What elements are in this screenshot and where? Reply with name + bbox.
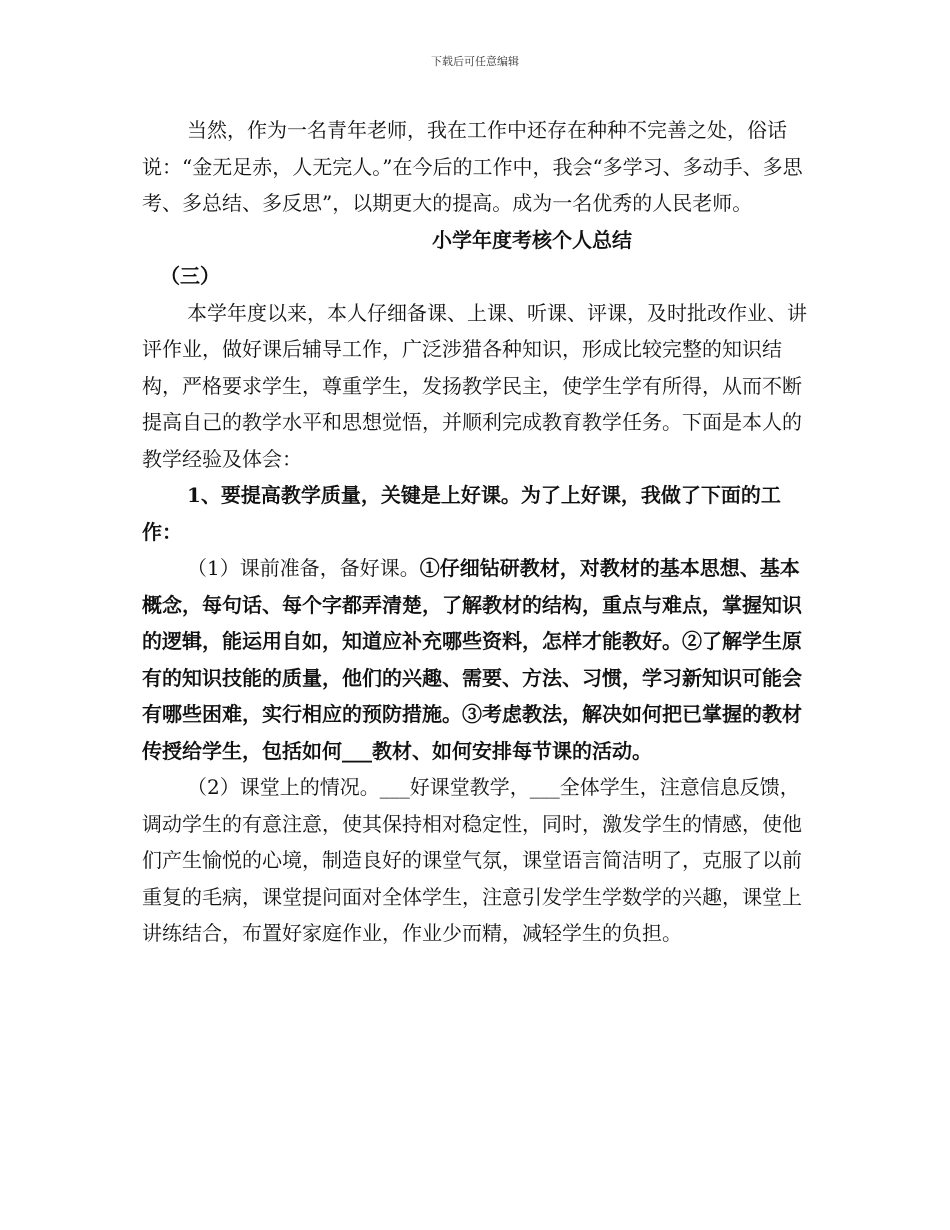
document-body (142, 112, 812, 952)
section-subtitle: （三） (160, 264, 220, 288)
page-header: 下载后可任意编辑 (431, 55, 519, 68)
item-1-body: ①仔细钻研教材，对教材的基本思想、基本概念，每句话、每个字都弄清楚，了解教材的结构，重点与难点，掌握知识的逻辑，能运用自如，知道应补充哪些资料，怎样才能教好。②了解学生原有的知识技能的质量，他们的兴趣、需要、方法、习惯，学习新知识可能会有哪些困难，实行相应的预防措施。③考虑教法，解决如何把已掌握的教材传授给学生，包括如何___教材、如何安排每节课的活动。 (142, 556, 802, 763)
item-2-paragraph: （2）课堂上的情况。___好课堂教学，___全体学生，注意信息反馈，调动学生的有意注意，使其保持相对稳定性，同时，激发学生的情感，使他们产生愉悦的心境，制造良好的课堂气氛，课堂语言简洁明了，克服了以前重复的毛病，课堂提问面对全体学生，注意引发学生学数学的兴趣，课堂上讲练结合，布置好家庭作业，作业少而精，减轻学生的负担。 (142, 775, 802, 945)
section-title: 小学年度考核个人总结 (432, 227, 632, 252)
heading-point-1: 1、要提高教学质量，关键是上好课。为了上好课，我做了下面的工作： (142, 483, 781, 544)
paragraph-intro: 本学年度以来，本人仔细备课、上课、听课、评课，及时批改作业、讲评作业，做好课后辅导工作，广泛涉猎各种知识，形成比较完整的知识结构，严格要求学生，尊重学生，发扬教学民主，使学生学有所得，从而不断提高自己的教学水平和思想觉悟，并顺利完成教育教学任务。下面是本人的教学经验及体会： (142, 300, 807, 471)
item-1-lead: （1）课前准备，备好课。 (187, 556, 420, 580)
paragraph-conclusion: 当然，作为一名青年老师，我在工作中还存在种种不完善之处，俗话说：“金无足赤，人无完人。”在今后的工作中，我会“多学习、多动手、多思考、多总结、多反思”，以期更大的提高。成为一名优秀的人民老师。 (142, 118, 803, 215)
item-1-paragraph (142, 550, 812, 769)
